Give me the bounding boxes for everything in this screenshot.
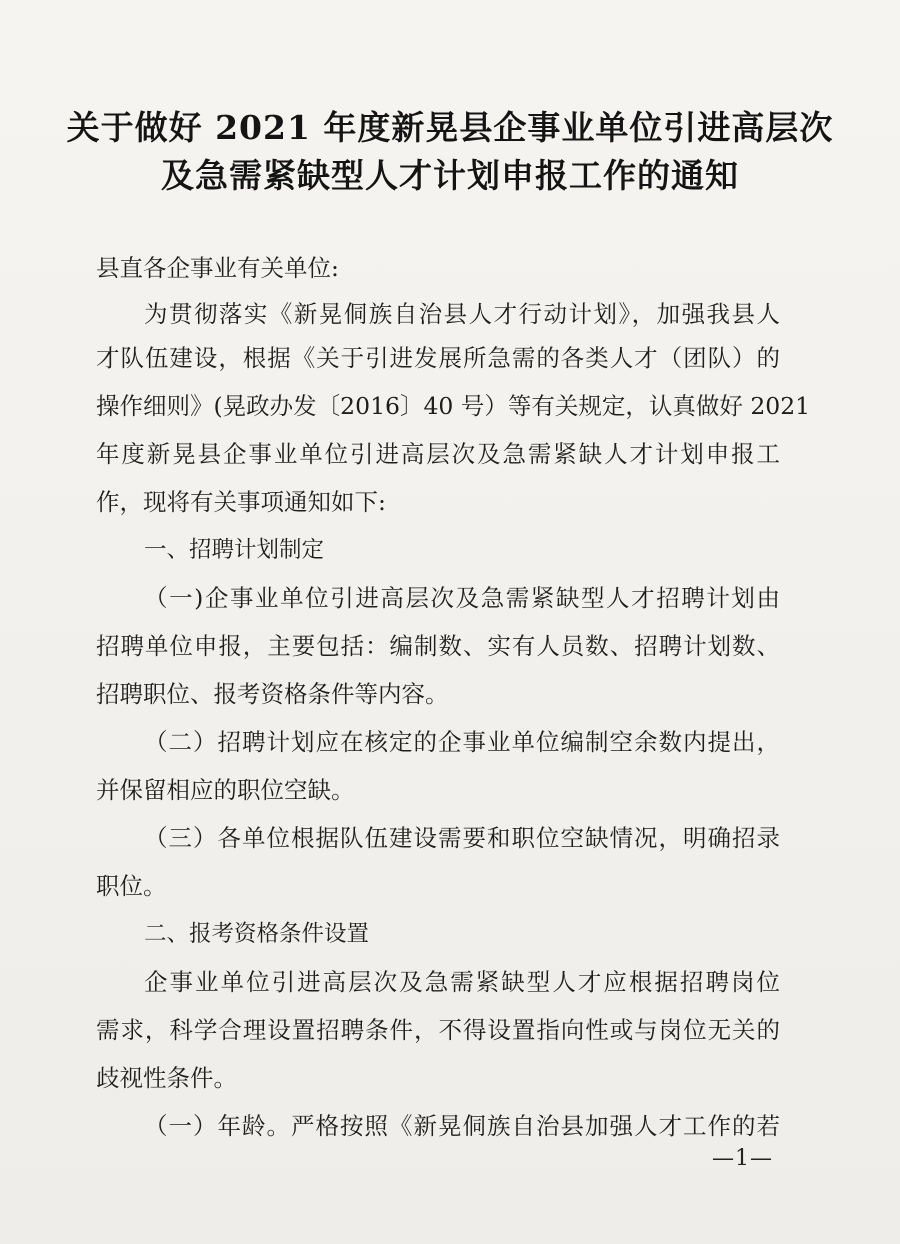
item-3-line-1: （三）各单位根据队伍建设需要和职位空缺情况，明确招录 (144, 824, 780, 852)
section-2-line-2: 需求，科学合理设置招聘条件，不得设置指向性或与岗位无关的 (96, 1016, 780, 1044)
item-1-line-2: 招聘单位申报，主要包括：编制数、实有人员数、招聘计划数、 (96, 632, 780, 660)
section-2-heading: 二、报考资格条件设置 (144, 921, 370, 947)
item-1-line-3: 招聘职位、报考资格条件等内容。 (96, 680, 449, 708)
section-2-line-3: 歧视性条件。 (96, 1064, 237, 1092)
page-number: —1— (712, 1146, 773, 1171)
intro-line-3: 操作细则》(晃政办发〔2016〕40 号）等有关规定，认真做好 2021 (96, 392, 811, 420)
item-3-line-2: 职位。 (96, 872, 167, 900)
item-1-line-1: （一)企事业单位引进高层次及急需紧缺型人才招聘计划由 (144, 584, 780, 612)
salutation: 县直各企事业有关单位: (96, 254, 339, 282)
age-line: （一）年龄。严格按照《新晃侗族自治县加强人才工作的若 (144, 1112, 780, 1140)
section-1-heading: 一、招聘计划制定 (144, 537, 325, 563)
intro-line-5: 作，现将有关事项通知如下: (96, 488, 386, 516)
document-title-line-1: 关于做好 2021 年度新晃县企事业单位引进高层次 (66, 108, 834, 147)
intro-line-2: 才队伍建设，根据《关于引进发展所急需的各类人才（团队）的 (96, 344, 780, 372)
intro-line-4: 年度新晃县企事业单位引进高层次及急需紧缺人才计划申报工 (96, 440, 780, 468)
intro-line-1: 为贯彻落实《新晃侗族自治县人才行动计划》，加强我县人 (144, 300, 780, 328)
document-title-line-2: 及急需紧缺型人才计划申报工作的通知 (161, 156, 739, 195)
item-2-line-2: 并保留相应的职位空缺。 (96, 776, 355, 804)
item-2-line-1: （二）招聘计划应在核定的企事业单位编制空余数内提出， (144, 728, 780, 756)
section-2-line-1: 企事业单位引进高层次及急需紧缺型人才应根据招聘岗位 (144, 968, 780, 996)
